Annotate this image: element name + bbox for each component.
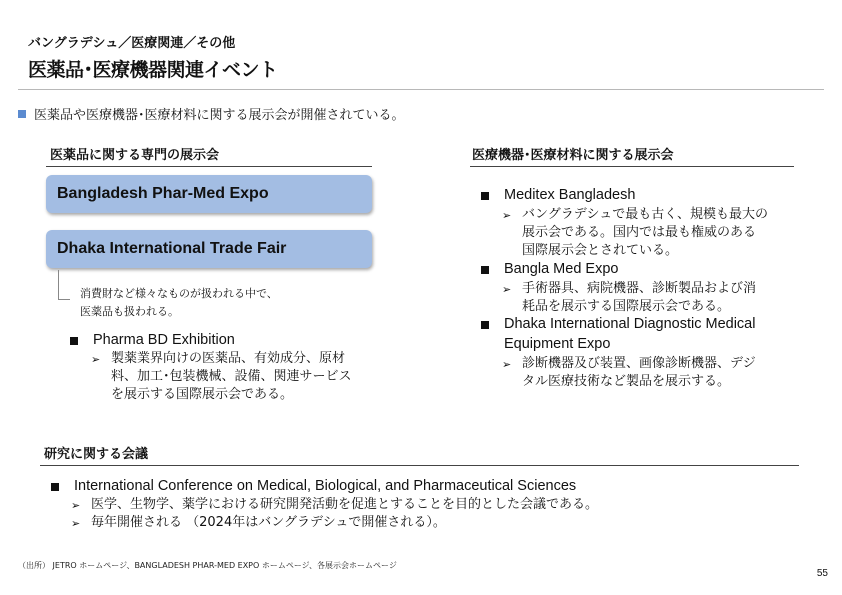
page-title: 医薬品･医療機器関連イベント [28,59,278,81]
expo-box-phar-med: Bangladesh Phar-Med Expo [46,175,372,213]
arrow-bullet-icon: ➢ [502,209,512,222]
sub-line: 国際展示会とされている。 [522,243,679,258]
square-bullet-icon [18,110,26,118]
bullet-text: International Conference on Medical, Biological, and Pharmaceutical Sciences [74,478,577,494]
arrow-bullet-icon: ➢ [91,353,101,366]
trade-fair-note [80,285,278,321]
sub-meditex [502,206,768,260]
sub-line: 展示会である。国内では最も権威のある [522,225,757,240]
research-heading: 研究に関する会議 [44,447,149,462]
research-heading-rule [40,465,799,466]
sub-conference-2 [71,514,446,533]
bullet-bangla-med [481,261,618,277]
bullet-meditex [481,187,635,203]
sub-line: 診断機器及び装置、画像診断機器、デジ [522,356,756,371]
pharma-heading-rule [46,166,372,167]
medical-expo-heading: 医療機器･医療材料に関する展示会 [472,148,674,163]
square-bullet-icon [481,321,489,329]
sub-line: 毎年開催される （2024年はバングラデシュで開催される）。 [91,515,446,530]
page-number: 55 [816,568,828,579]
sub-line: 製薬業界向けの医薬品、有効成分、原材 [111,351,346,366]
sub-line: を展示する国際展示会である。 [111,387,294,402]
sub-conference [71,496,598,515]
bullet-text: Equipment Expo [504,336,611,352]
sub-line: 手術器具、病院機器、診断製品および消 [522,281,757,296]
square-bullet-icon [70,337,78,345]
breadcrumb: バングラデシュ／医療関連／その他 [28,36,236,51]
sub-line: タル医療技術など製品を展示する。 [522,374,731,389]
medical-heading-rule [470,166,794,167]
note-line: 医薬品も扱われる。 [80,305,179,318]
bullet-conference [51,478,576,494]
pharma-expo-heading: 医薬品に関する専門の展示会 [50,148,220,163]
bullet-text: Dhaka International Diagnostic Medical [504,316,756,332]
arrow-bullet-icon: ➢ [502,358,512,371]
sub-line: 医学、生物学、薬学における研究開発活動を促進とすることを目的とした会議である。 [91,497,599,512]
square-bullet-icon [481,192,489,200]
sub-bangla-med [502,280,756,316]
bullet-text: Meditex Bangladesh [504,187,636,203]
arrow-bullet-icon: ➢ [71,499,81,512]
arrow-bullet-icon: ➢ [71,517,81,530]
source-note: （出所） JETRO ホームページ、BANGLADESH PHAR-MED EXPO ホームページ、各展示会ホームページ [18,561,397,570]
arrow-bullet-icon: ➢ [502,283,512,296]
sub-line: 耗品を展示する国際展示会である。 [522,299,731,314]
bullet-text: Pharma BD Exhibition [93,332,235,348]
sub-pharma-bd [91,350,352,404]
bullet-dhaka-diagnostic [481,316,755,354]
square-bullet-icon [481,266,489,274]
sub-dhaka-diagnostic [502,355,756,391]
note-line: 消費財など様々なものが扱われる中で、 [80,287,278,300]
title-divider [18,89,824,90]
lead-line [18,104,405,123]
sub-line: 料、加工･包装機械、設備、関連サービス [111,369,352,384]
connector-bracket [58,270,70,300]
lead-text: 医薬品や医療機器･医療材料に関する展示会が開催されている。 [34,108,405,123]
bullet-text: Bangla Med Expo [504,261,619,277]
square-bullet-icon [51,483,59,491]
sub-line: バングラデシュで最も古く、規模も最大の [522,207,768,222]
bullet-pharma-bd [70,332,235,348]
expo-box-trade-fair: Dhaka International Trade Fair [46,230,372,268]
